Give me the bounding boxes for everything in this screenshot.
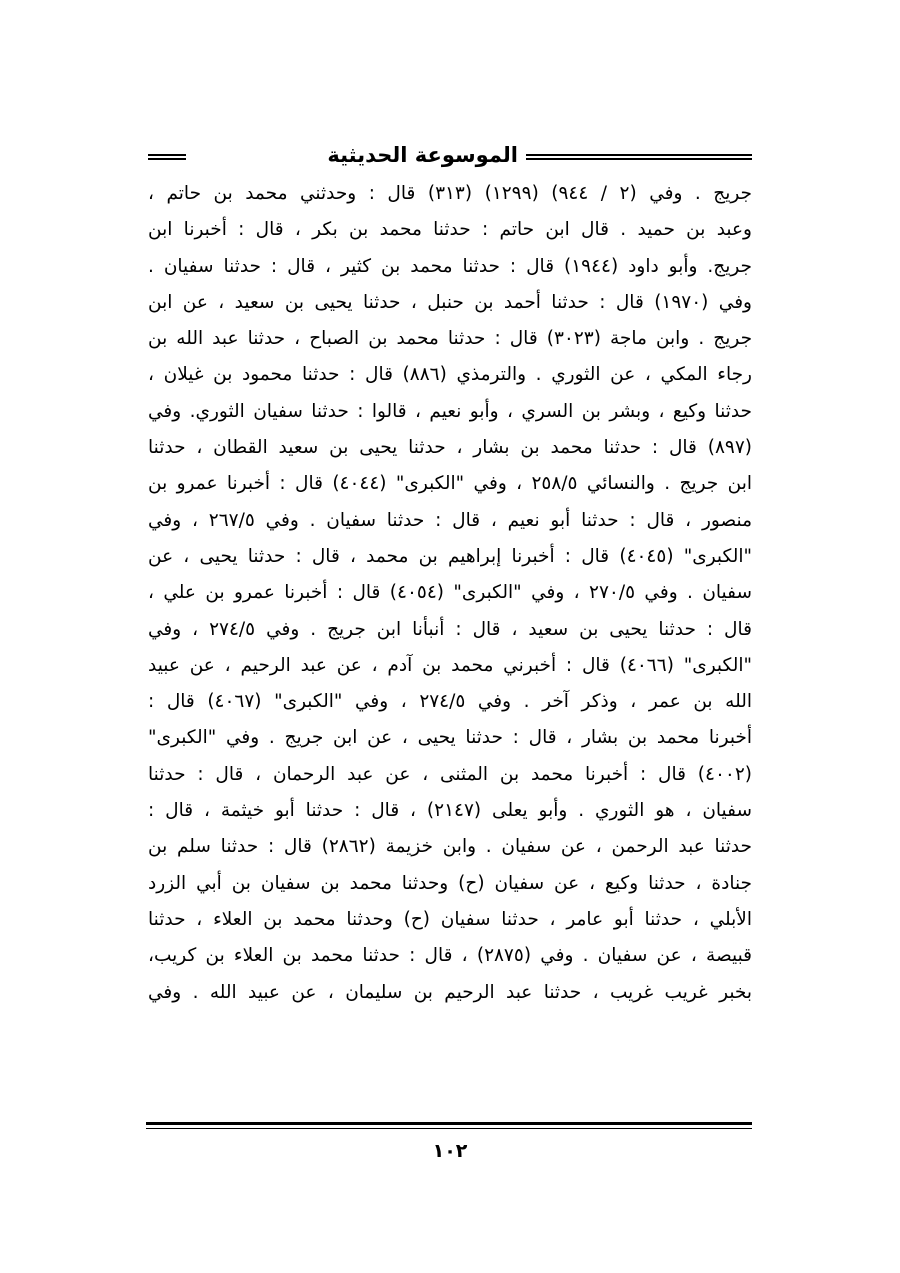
text-line: حدثنا وكيع ، وبشر بن السري ، وأبو نعيم ، قالوا : حدثنا سفيان الثوري. وفي [148, 400, 752, 422]
text-line: وفي (١٩٧٠) قال : حدثنا أحمد بن حنبل ، حدثنا يحيى بن سعيد ، عن ابن [148, 291, 752, 313]
text-line: رجاء المكي ، عن الثوري . والترمذي (٨٨٦) قال : حدثنا محمود بن غيلان ، [148, 364, 752, 386]
text-line: حدثنا عبد الرحمن ، عن سفيان . وابن خزيمة (٢٨٦٢) قال : حدثنا سلم بن [148, 836, 752, 858]
page-number: ١٠٢ [432, 1140, 468, 1162]
text-line: وعبد بن حميد . قال ابن حاتم : حدثنا محمد بن بكر ، قال : أخبرنا ابن [148, 219, 752, 241]
text-line: بخبر غريب غريب ، حدثنا عبد الرحيم بن سليمان ، عن عبيد الله . وفي [148, 981, 752, 1003]
text-line: قبيصة ، عن سفيان . وفي (٢٨٧٥) ، قال : حدثنا محمد بن العلاء بن كريب، [148, 945, 752, 967]
text-line: "الكبرى" (٤٠٦٦) قال : أخبرني محمد بن آدم ، عن عبد الرحيم ، عن عبيد [148, 654, 752, 676]
header-rule-left [148, 154, 186, 160]
text-line: قال : حدثنا يحيى بن سعيد ، قال : أنبأنا ابن جريج . وفي ٢٧٤/٥ ، وفي [148, 618, 752, 640]
header-title: الموسوعة الحديثية [327, 143, 518, 167]
text-line: الأبلي ، حدثنا أبو عامر ، حدثنا سفيان (ح) وحدثنا محمد بن العلاء ، حدثنا [148, 908, 752, 930]
text-line: جنادة ، حدثنا وكيع ، عن سفيان (ح) وحدثنا محمد بن سفيان بن أبي الزرد [148, 872, 752, 894]
text-line: سفيان . وفي ٢٧٠/٥ ، وفي "الكبرى" (٤٠٥٤) قال : أخبرنا عمرو بن علي ، [148, 582, 752, 604]
text-line: جريج . وفي (٢ / ٩٤٤) (١٢٩٩) (٣١٣) قال : وحدثني محمد بن حاتم ، [148, 183, 752, 204]
text-line: منصور ، قال : حدثنا أبو نعيم ، قال : حدثنا سفيان . وفي ٢٦٧/٥ ، وفي [148, 509, 752, 531]
footer-rule [146, 1122, 752, 1130]
text-line: أخبرنا محمد بن بشار ، قال : حدثنا يحيى ، عن ابن جريج . وفي "الكبرى" [148, 727, 752, 749]
text-line: جريج. وأبو داود (١٩٤٤) قال : حدثنا محمد بن كثير ، قال : حدثنا سفيان . [148, 255, 752, 277]
header-rule-right [526, 154, 752, 160]
footer-rule-thick [146, 1122, 752, 1125]
text-line: (٤٠٠٢) قال : أخبرنا محمد بن المثنى ، عن عبد الرحمان ، قال : حدثنا [148, 763, 752, 785]
text-line: ابن جريج . والنسائي ٢٥٨/٥ ، وفي "الكبرى" (٤٠٤٤) قال : أخبرنا عمرو بن [148, 473, 752, 495]
page-header [148, 140, 752, 174]
text-line: "الكبرى" (٤٠٤٥) قال : أخبرنا إبراهيم بن محمد ، قال : حدثنا يحيى ، عن [148, 545, 752, 567]
text-line: الله بن عمر ، وذكر آخر . وفي ٢٧٤/٥ ، وفي "الكبرى" (٤٠٦٧) قال : [148, 691, 752, 713]
footer-rule-thin [146, 1128, 752, 1129]
text-line: سفيان ، هو الثوري . وأبو يعلى (٢١٤٧) ، قال : حدثنا أبو خيثمة ، قال : [148, 800, 752, 822]
body-text [148, 176, 752, 1011]
text-line: (٨٩٧) قال : حدثنا محمد بن بشار ، حدثنا يحيى بن سعيد القطان ، حدثنا [148, 437, 752, 459]
text-line: جريج . وابن ماجة (٣٠٢٣) قال : حدثنا محمد بن الصباح ، حدثنا عبد الله بن [148, 328, 752, 350]
